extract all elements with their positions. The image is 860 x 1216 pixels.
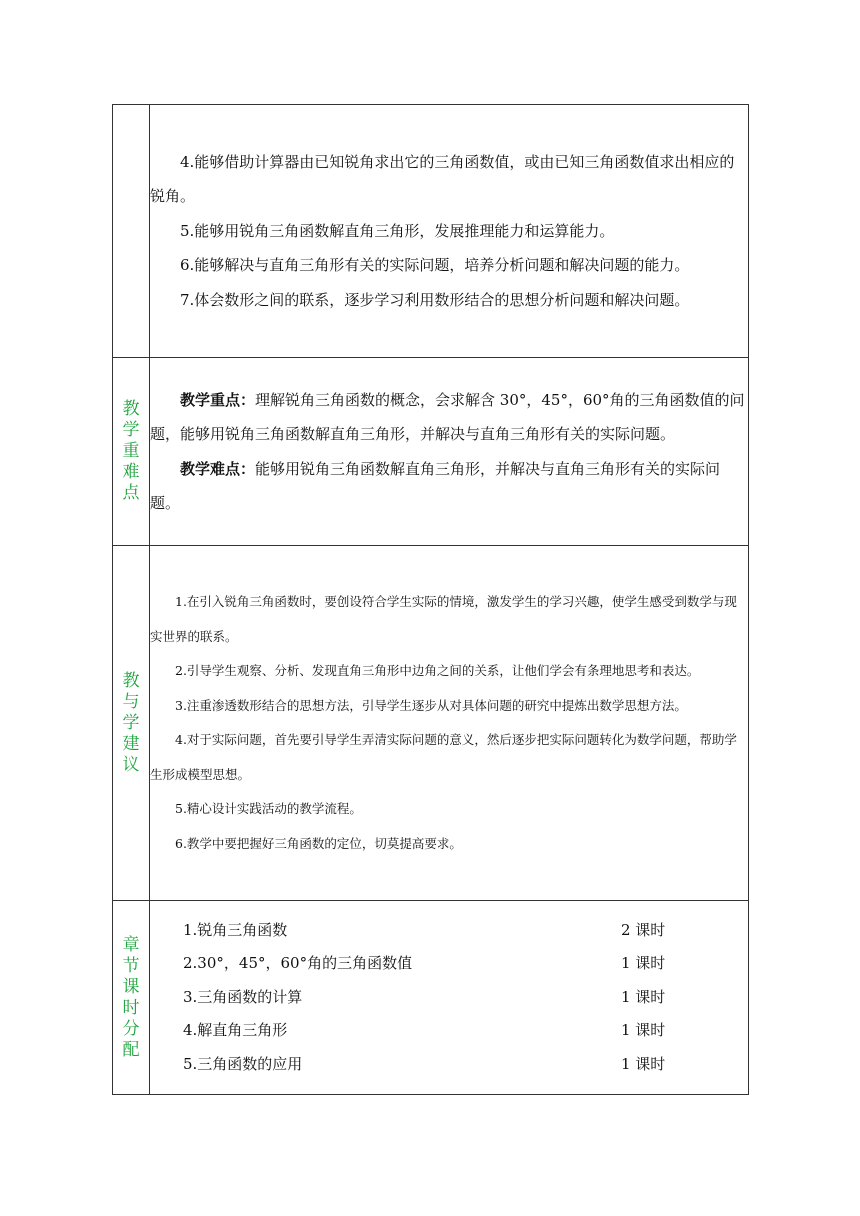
suggestions-row bbox=[113, 546, 749, 901]
key-points-cell bbox=[150, 358, 749, 546]
key-points-row bbox=[113, 358, 749, 546]
suggestions-label-cell bbox=[113, 546, 150, 901]
teaching-focus bbox=[150, 383, 748, 452]
suggestion-item: 6.教学中要把握好三角函数的定位，切莫提高要求。 bbox=[175, 835, 462, 851]
schedule-item bbox=[150, 1014, 748, 1048]
objective-item: 5.能够用锐角三角函数解直角三角形，发展推理能力和运算能力。 bbox=[180, 221, 615, 240]
suggestion-item: 1.在引入锐角三角函数时，要创设符合学生实际的情境，激发学生的学习兴趣，使学生感受到数学与现实世界的联系。 bbox=[150, 594, 737, 644]
schedule-item bbox=[150, 1048, 748, 1082]
objective-item: 7.体会数形之间的联系，逐步学习利用数形结合的思想分析问题和解决问题。 bbox=[180, 290, 690, 309]
schedule-item-title: 5.三角函数的应用 bbox=[183, 1054, 303, 1073]
schedule-item-title: 3.三角函数的计算 bbox=[183, 987, 303, 1006]
suggestion-item: 4.对于实际问题，首先要引导学生弄清实际问题的意义，然后逐步把实际问题转化为数学问题，帮助学生形成模型思想。 bbox=[150, 732, 737, 782]
schedule-item-time: 1 课时 bbox=[621, 1054, 666, 1073]
schedule-item-title: 2.30°，45°，60°角的三角函数值 bbox=[183, 954, 413, 973]
key-points-label: 教学重难点 bbox=[122, 399, 140, 503]
schedule-item-time: 1 课时 bbox=[621, 954, 666, 973]
schedule-item bbox=[150, 947, 748, 981]
schedule-item bbox=[150, 914, 748, 948]
objective-item: 6.能够解决与直角三角形有关的实际问题，培养分析问题和解决问题的能力。 bbox=[180, 256, 690, 275]
schedule-label-cell bbox=[113, 901, 150, 1095]
schedule-item-title: 1.锐角三角函数 bbox=[183, 920, 288, 939]
suggestions-label: 教与学建议 bbox=[122, 670, 140, 775]
schedule-item-time: 1 课时 bbox=[621, 1021, 666, 1040]
objectives-label-cell bbox=[113, 105, 150, 358]
teaching-focus-text: 理解锐角三角函数的概念，会求解含 30°，45°，60°角的三角函数值的问题，能够用锐角三角函数解直角三角形，并解决与直角三角形有关的实际问题。 bbox=[150, 390, 745, 443]
schedule-row bbox=[113, 901, 749, 1095]
suggestions-cell bbox=[150, 546, 749, 901]
schedule-item-time: 2 课时 bbox=[621, 920, 666, 939]
schedule-item-time: 1 课时 bbox=[621, 987, 666, 1006]
teaching-difficulty-text: 能够用锐角三角函数解直角三角形，并解决与直角三角形有关的实际问题。 bbox=[150, 459, 721, 512]
teaching-difficulty bbox=[150, 452, 748, 521]
schedule-cell bbox=[150, 901, 749, 1095]
suggestion-item: 3.注重渗透数形结合的思想方法，引导学生逐步从对具体问题的研究中提炼出数学思想方法。 bbox=[175, 697, 687, 713]
teaching-difficulty-title: 教学难点： bbox=[180, 459, 256, 478]
teaching-focus-title: 教学重点： bbox=[180, 390, 256, 409]
suggestion-item: 5.精心设计实践活动的教学流程。 bbox=[175, 801, 362, 816]
schedule-item-title: 4.解直角三角形 bbox=[183, 1021, 288, 1040]
objectives-row bbox=[113, 105, 749, 358]
lesson-plan-table bbox=[112, 104, 749, 1095]
schedule-item bbox=[150, 981, 748, 1015]
key-points-label-cell bbox=[113, 358, 150, 546]
objective-item: 4.能够借助计算器由已知锐角求出它的三角函数值，或由已知三角函数值求出相应的锐角。 bbox=[150, 152, 735, 206]
suggestion-item: 2.引导学生观察、分析、发现直角三角形中边角之间的关系，让他们学会有条理地思考和表达。 bbox=[175, 663, 700, 678]
objectives-cell bbox=[150, 105, 749, 358]
schedule-label: 章节课时分配 bbox=[122, 934, 140, 1060]
